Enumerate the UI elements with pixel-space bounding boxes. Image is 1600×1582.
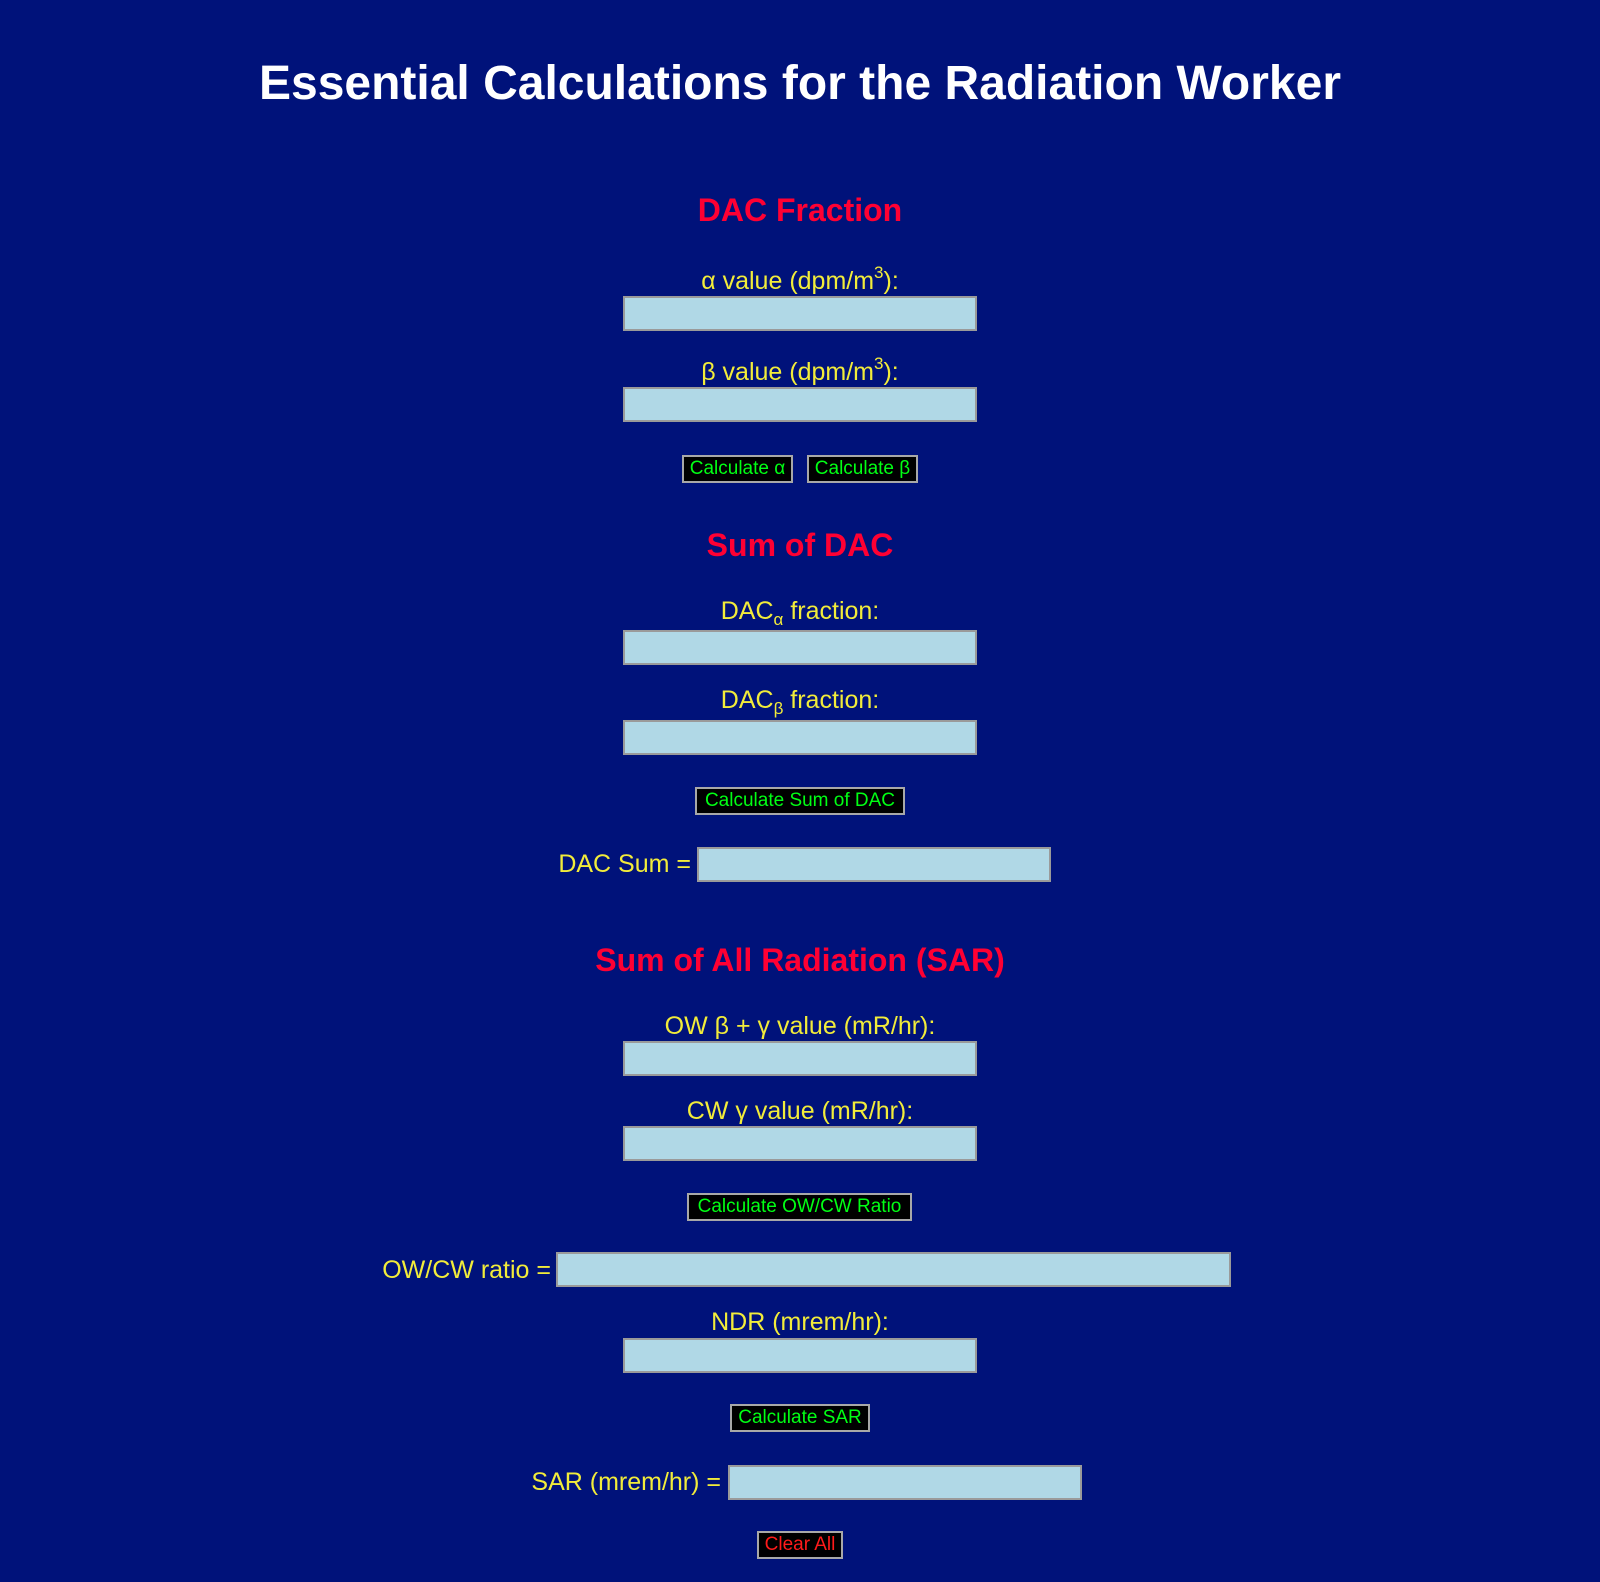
sum-of-dac-heading: Sum of DAC xyxy=(706,527,894,563)
cw-value-label: CW γ value (mR/hr): xyxy=(686,1097,914,1125)
dac-sum-output[interactable] xyxy=(697,847,1051,882)
ow-cw-ratio-output[interactable] xyxy=(556,1252,1231,1287)
sar-result-label: SAR (mrem/hr) = xyxy=(531,1468,721,1496)
beta-value-label-exponent: 3 xyxy=(874,353,884,373)
calculate-beta-button[interactable]: Calculate β xyxy=(807,455,918,483)
sar-result-output[interactable] xyxy=(728,1465,1082,1500)
beta-value-label-prefix: β value (dpm/m xyxy=(701,358,875,386)
ndr-input[interactable] xyxy=(623,1338,977,1373)
alpha-value-label-suffix: ): xyxy=(883,267,899,295)
page-title: Essential Calculations for the Radiation Worker xyxy=(258,57,1341,110)
clear-all-button[interactable]: Clear All xyxy=(757,1531,843,1559)
ow-value-input[interactable] xyxy=(623,1041,977,1076)
alpha-value-input[interactable] xyxy=(623,296,977,331)
alpha-value-label-exponent: 3 xyxy=(874,262,884,282)
dac-beta-label-prefix: DAC xyxy=(720,686,774,714)
cw-value-input[interactable] xyxy=(623,1126,977,1161)
dac-beta-fraction-input[interactable] xyxy=(623,720,977,755)
calculate-sum-of-dac-button[interactable]: Calculate Sum of DAC xyxy=(695,787,905,815)
dac-alpha-fraction-label xyxy=(0,595,1600,627)
calculate-sar-button[interactable]: Calculate SAR xyxy=(730,1404,870,1432)
sar-heading: Sum of All Radiation (SAR) xyxy=(595,942,1005,978)
ow-value-label: OW β + γ value (mR/hr): xyxy=(664,1012,936,1040)
dac-alpha-label-prefix: DAC xyxy=(720,597,774,625)
ndr-label: NDR (mrem/hr): xyxy=(711,1308,889,1336)
ow-cw-ratio-label: OW/CW ratio = xyxy=(382,1256,551,1284)
beta-value-input[interactable] xyxy=(623,387,977,422)
dac-beta-fraction-label xyxy=(0,684,1600,716)
dac-fraction-heading: DAC Fraction xyxy=(697,192,903,228)
dac-alpha-fraction-input[interactable] xyxy=(623,630,977,665)
dac-alpha-label-suffix: fraction: xyxy=(783,597,880,625)
alpha-value-label xyxy=(0,262,1600,297)
dac-beta-label-subscript: β xyxy=(773,699,784,718)
calculate-ow-cw-ratio-button[interactable]: Calculate OW/CW Ratio xyxy=(687,1193,912,1221)
calculate-alpha-button[interactable]: Calculate α xyxy=(682,455,793,483)
dac-sum-label: DAC Sum = xyxy=(558,850,691,878)
dac-alpha-label-subscript: α xyxy=(773,610,784,629)
alpha-value-label-prefix: α value (dpm/m xyxy=(701,267,875,295)
dac-beta-label-suffix: fraction: xyxy=(783,686,880,714)
beta-value-label xyxy=(0,353,1600,388)
beta-value-label-suffix: ): xyxy=(883,358,899,386)
